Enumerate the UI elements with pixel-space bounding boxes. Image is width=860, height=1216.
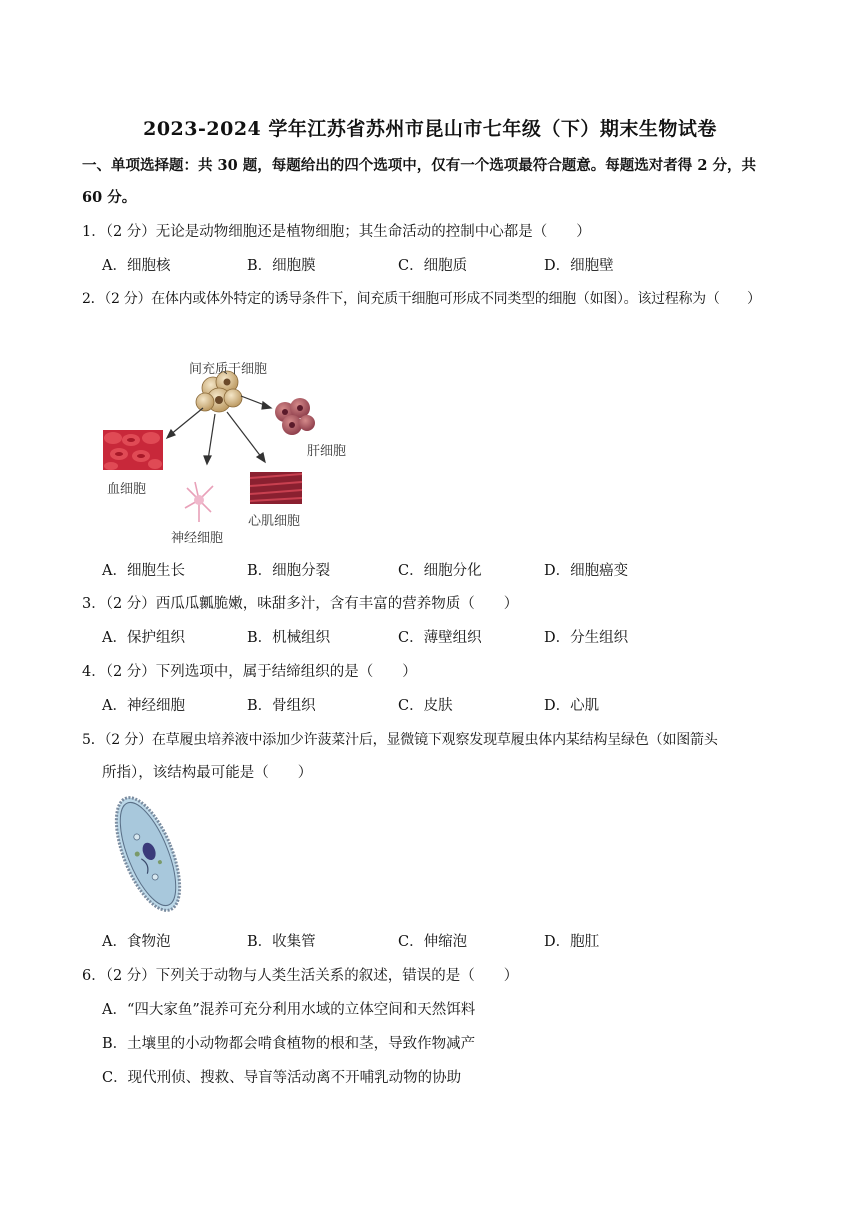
question-stem-line2: 所指），该结构最可能是（ ） [102, 765, 313, 781]
question-stem: 2．（2 分）在体内或体外特定的诱导条件下，间充质干细胞可形成不同类型的细胞（如图）。该过程称为（ ） [82, 291, 761, 307]
stem-cell-icon [196, 371, 242, 412]
option-c: C．皮肤 [398, 698, 453, 714]
option-a: A．“四大家鱼”混养可充分利用水域的立体空间和天然饵料 [102, 1002, 476, 1018]
option-a: A．细胞核 [102, 258, 171, 274]
page-title: 2023-2024 学年江苏省苏州市昆山市七年级（下）期末生物试卷 [143, 118, 717, 140]
paramecium-icon [100, 792, 196, 916]
stem-cell-differentiation-figure [95, 350, 365, 550]
label-blood-cell: 血细胞 [107, 482, 147, 497]
liver-cell-icon [275, 398, 315, 435]
option-b: B．收集管 [247, 934, 316, 950]
question-stem: 1．（2 分）无论是动物细胞还是植物细胞；其生命活动的控制中心都是（ ） [82, 224, 591, 240]
cardiac-muscle-icon [250, 472, 302, 504]
option-d: D．胞肛 [544, 934, 600, 950]
option-a: A．神经细胞 [102, 698, 185, 714]
option-d: D．细胞癌变 [544, 563, 629, 579]
nerve-cell-icon [185, 482, 213, 522]
option-b: B．骨组织 [247, 698, 316, 714]
option-c: C．细胞质 [398, 258, 468, 274]
option-d: D．心肌 [544, 698, 600, 714]
option-b: B．细胞膜 [247, 258, 316, 274]
paramecium-figure [100, 792, 196, 916]
question-stem: 4．（2 分）下列选项中，属于结缔组织的是（ ） [82, 664, 417, 680]
option-c: C．薄壁组织 [398, 630, 482, 646]
question-stem-line1: 5．（2 分）在草履虫培养液中添加少许菠菜汁后，显微镜下观察发现草履虫体内某结构呈绿色（如图箭头 [82, 732, 718, 748]
section-heading-line2: 60 分。 [82, 189, 137, 206]
option-b: B．机械组织 [247, 630, 331, 646]
blood-cell-icon [103, 430, 163, 470]
option-b: B．土壤里的小动物都会啃食植物的根和茎，导致作物减产 [102, 1036, 476, 1052]
option-a: A．细胞生长 [102, 563, 185, 579]
option-b: B．细胞分裂 [247, 563, 331, 579]
option-c: C．伸缩泡 [398, 934, 468, 950]
question-stem: 3．（2 分）西瓜瓜瓤脆嫩，味甜多汁，含有丰富的营养物质（ ） [82, 596, 519, 612]
label-cardiac-cell: 心肌细胞 [248, 514, 301, 529]
option-d: D．分生组织 [544, 630, 629, 646]
section-heading-line1: 一、单项选择题：共 30 题，每题给出的四个选项中，仅有一个选项最符合题意。每题选对者得 2 分，共 [82, 157, 756, 174]
option-d: D．细胞壁 [544, 258, 614, 274]
option-c: C．细胞分化 [398, 563, 482, 579]
label-stem-cell: 间充质干细胞 [189, 362, 268, 377]
option-a: A．保护组织 [102, 630, 185, 646]
label-nerve-cell: 神经细胞 [171, 531, 224, 546]
label-liver-cell: 肝细胞 [307, 444, 347, 459]
option-c: C．现代刑侦、搜救、导盲等活动离不开哺乳动物的协助 [102, 1070, 462, 1086]
question-stem: 6．（2 分）下列关于动物与人类生活关系的叙述，错误的是（ ） [82, 968, 519, 984]
option-a: A．食物泡 [102, 934, 171, 950]
